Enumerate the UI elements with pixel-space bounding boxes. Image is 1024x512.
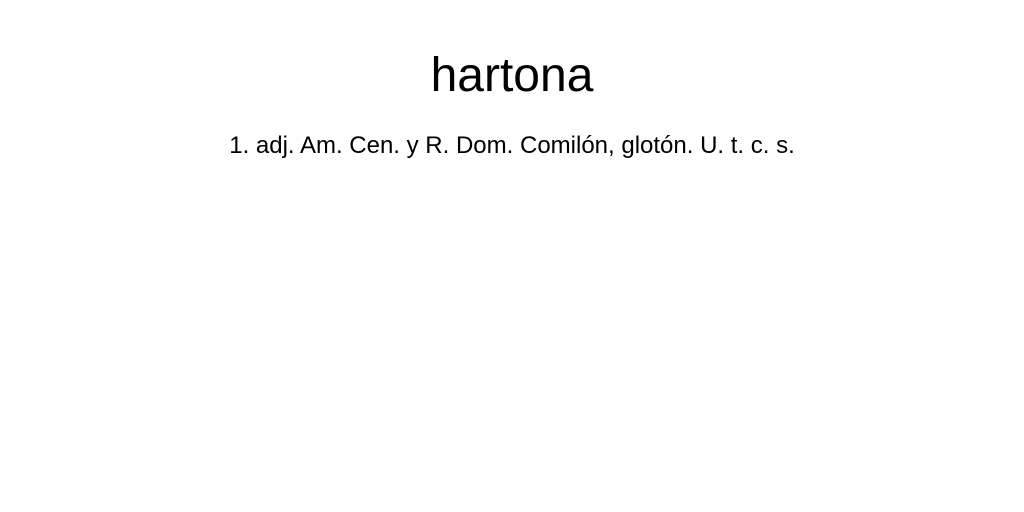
definition-1: 1. adj. Am. Cen. y R. Dom. Comilón, glotón. U. t. c. s.: [229, 132, 795, 159]
headword: hartona: [430, 49, 594, 102]
